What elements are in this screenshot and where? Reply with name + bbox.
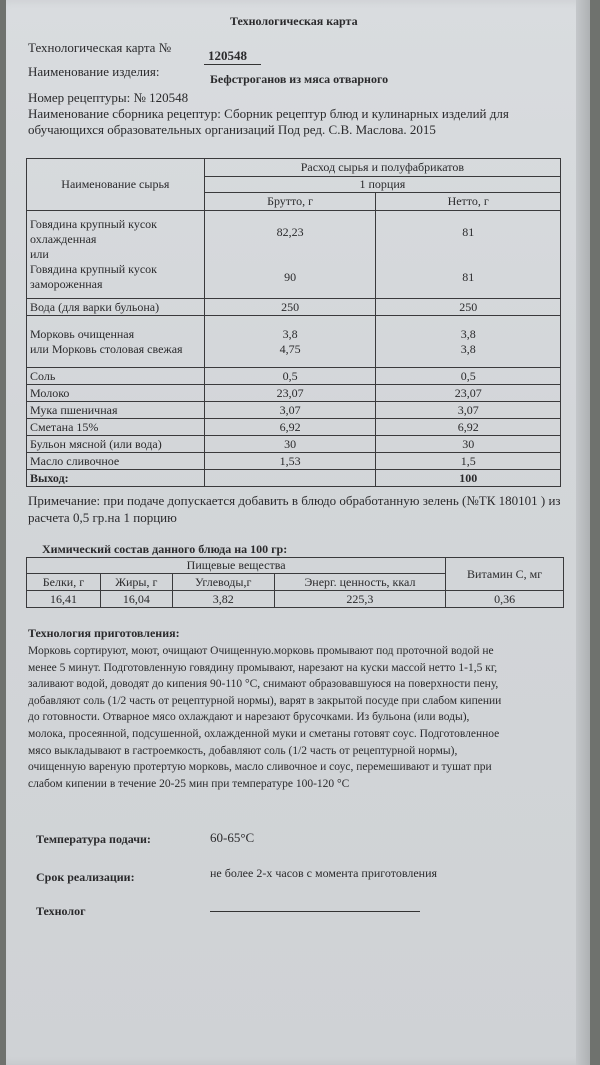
beef-frozen-gross: 90 — [284, 269, 297, 284]
cream-gross: 6,92 — [204, 419, 376, 436]
tech-line: Морковь сортируют, моют, очищают Очищенную.морковь промывают под проточной водой не — [28, 645, 494, 657]
salt-name: Соль — [27, 368, 205, 385]
table-row — [27, 299, 561, 316]
flour-name: Мука пшеничная — [27, 402, 205, 419]
table-row — [27, 470, 561, 487]
carbs-value: 3,82 — [172, 591, 274, 608]
water-gross: 250 — [204, 299, 376, 316]
salt-gross: 0,5 — [204, 368, 376, 385]
beef-chilled-net: 81 — [462, 224, 475, 239]
table-row — [27, 436, 561, 453]
salt-net: 0,5 — [376, 368, 561, 385]
butter-gross: 1,53 — [204, 453, 376, 470]
tech-paragraph — [28, 643, 563, 792]
recipe-number: Номер рецептуры: № 120548 — [28, 90, 189, 105]
tech-line: очищенную вареную протертую морковь, масло сливочное и соус, перемешивают и тушат при — [28, 761, 492, 774]
tech-line: слабом кипении в течение 20-25 мин при температуре 100-120 °С — [28, 777, 350, 790]
collection-line-1: Наименование сборника рецептур: Сборник рецептур блюд и кулинарных изделий для — [28, 106, 509, 121]
carbs-label: Углеводы,г — [172, 574, 274, 591]
card-label: Технологическая карта № — [28, 40, 172, 55]
tech-line: до готовности. Отварное мясо охлаждают и нарезают брусочками. Из бульона (или воды), — [28, 711, 470, 724]
card-number: 120548 — [204, 48, 261, 65]
beef-frozen-line-2: замороженная — [30, 277, 103, 291]
carrot-line-1: Морковь очищенная — [30, 326, 135, 341]
broth-gross: 30 — [204, 436, 376, 453]
beef-or: или — [30, 247, 49, 261]
vitc-value: 0,36 — [446, 591, 564, 608]
beef-frozen-line-1: Говядина крупный кусок — [30, 262, 158, 276]
milk-gross: 23,07 — [204, 385, 376, 402]
milk-name: Молоко — [27, 385, 205, 402]
nutrients-header: Пищевые вещества — [27, 558, 446, 574]
water-name: Вода (для варки бульона) — [27, 299, 205, 316]
milk-net: 23,07 — [376, 385, 561, 402]
page-title: Технологическая карта — [230, 14, 358, 28]
header-portion: 1 порция — [204, 177, 560, 193]
carrot-net-1: 3,8 — [460, 326, 476, 341]
broth-net: 30 — [376, 436, 561, 453]
signature-line — [210, 911, 420, 912]
chem-title: Химический состав данного блюда на 100 гр: — [42, 542, 288, 556]
page-edge-shadow — [576, 0, 590, 1065]
carrot-line-2: или Морковь столовая свежая — [30, 341, 183, 356]
tech-line: добавляют соль (1/2 часть от рецептурной нормы), варят в закрытой посуде при слабом кипении — [28, 694, 502, 707]
cream-name: Сметана 15% — [27, 419, 205, 436]
shelf-label: Срок реализации: — [36, 870, 135, 884]
energy-value: 225,3 — [274, 591, 446, 608]
tech-line: молока, просеянной, подсушенной, охлажденной муки и сметаны готовят соус. Подготовленное — [28, 727, 500, 740]
butter-name: Масло сливочное — [27, 453, 205, 470]
tech-line: менее 5 минут. Подготовленную говядину промывают, нарезают на куски массой нетто 1-1,5 кг, — [28, 661, 498, 674]
table-row — [27, 385, 561, 402]
temp-value: 60-65°С — [210, 830, 255, 845]
ingredients-table — [26, 158, 561, 487]
broth-name: Бульон мясной (или вода) — [27, 436, 205, 453]
header-consumption: Расход сырья и полуфабрикатов — [204, 159, 560, 177]
tech-line: мясо выкладывают в гастроемкость, добавляют соль (1/2 часть от рецептурной нормы), — [28, 744, 458, 757]
note-line-1: Примечание: при подаче допускается добавить в блюдо обработанную зелень (№ТК 180101 ) из — [28, 493, 561, 508]
technologist-label: Технолог — [36, 904, 86, 918]
product-name: Бефстроганов из мяса отварного — [210, 72, 389, 86]
collection-line-2: обучающихся образовательных организаций Под ред. С.В. Маслова. 2015 — [28, 122, 436, 137]
flour-gross: 3,07 — [204, 402, 376, 419]
butter-net: 1,5 — [376, 453, 561, 470]
carrot-gross-1: 3,8 — [282, 326, 298, 341]
fat-value: 16,04 — [100, 591, 172, 608]
protein-value: 16,41 — [27, 591, 101, 608]
note-line-2: расчета 0,5 гр.на 1 порцию — [28, 510, 177, 525]
tech-title: Технология приготовления: — [28, 626, 180, 640]
header-raw-material: Наименование сырья — [27, 159, 205, 211]
temp-label: Температура подачи: — [36, 832, 151, 846]
table-row — [27, 368, 561, 385]
header-gross: Брутто, г — [204, 193, 376, 211]
tech-line: заливают водой, доводят до кипения 90-110 °С, снимают образовавшуюся на поверхности пену, — [28, 678, 499, 691]
table-row — [27, 419, 561, 436]
flour-net: 3,07 — [376, 402, 561, 419]
carrot-gross-2: 4,75 — [279, 341, 301, 356]
carrot-net-2: 3,8 — [460, 341, 476, 356]
energy-label: Энерг. ценность, ккал — [274, 574, 446, 591]
table-row — [27, 402, 561, 419]
beef-chilled-gross: 82,23 — [276, 224, 304, 239]
beef-chilled-line-2: охлажденная — [30, 232, 97, 246]
beef-frozen-net: 81 — [462, 269, 475, 284]
protein-label: Белки, г — [27, 574, 101, 591]
cream-net: 6,92 — [376, 419, 561, 436]
header-net: Нетто, г — [376, 193, 561, 211]
chem-table — [26, 557, 564, 608]
fat-label: Жиры, г — [100, 574, 172, 591]
water-net: 250 — [376, 299, 561, 316]
table-row — [27, 211, 561, 299]
table-row — [27, 453, 561, 470]
vitc-label: Витамин С, мг — [446, 558, 564, 591]
beef-chilled-line-1: Говядина крупный кусок — [30, 217, 158, 231]
table-row — [27, 316, 561, 368]
shelf-value: не более 2-х часов с момента приготовления — [210, 866, 438, 880]
output-label: Выход: — [27, 470, 205, 487]
document-sheet — [6, 0, 590, 1065]
product-label: Наименование изделия: — [28, 64, 160, 79]
output-net: 100 — [376, 470, 561, 487]
